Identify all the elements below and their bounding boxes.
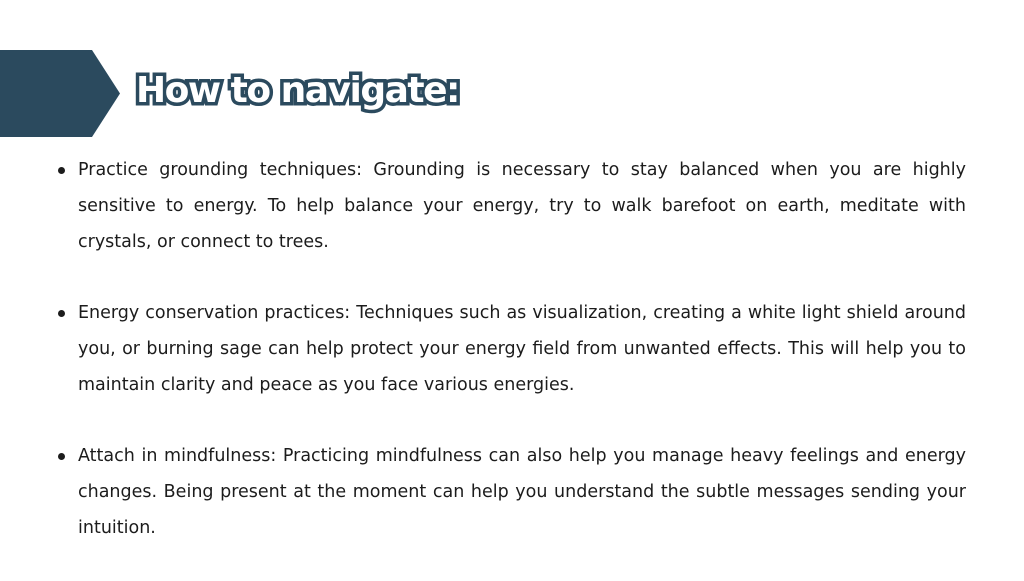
- page-title: How to navigate:: [136, 70, 459, 111]
- list-item: [55, 152, 966, 260]
- list-item: [55, 438, 966, 546]
- list-item-text: Energy conservation practices: Techniques such as visualization, creating a white light shield around you, or burning sage can help protect your energy field from unwanted effects. This will help you to maintain clarity and peace as you face various energies.: [78, 303, 966, 395]
- list-item: [55, 295, 966, 403]
- bullet-list: [55, 152, 966, 581]
- list-item-text: Practice grounding techniques: Grounding is necessary to stay balanced when you are highly sensitive to energy. To help balance your energy, try to walk barefoot on earth, meditate with crystals, or connect to trees.: [78, 160, 966, 252]
- bullet-icon: [58, 167, 65, 174]
- title-banner-shape: [0, 50, 120, 137]
- bullet-icon: [58, 453, 65, 460]
- list-item-text: Attach in mindfulness: Practicing mindfulness can also help you manage heavy feelings and energy changes. Being present at the moment can help you understand the subtle messages sending your intuition.: [78, 446, 966, 538]
- bullet-icon: [58, 310, 65, 317]
